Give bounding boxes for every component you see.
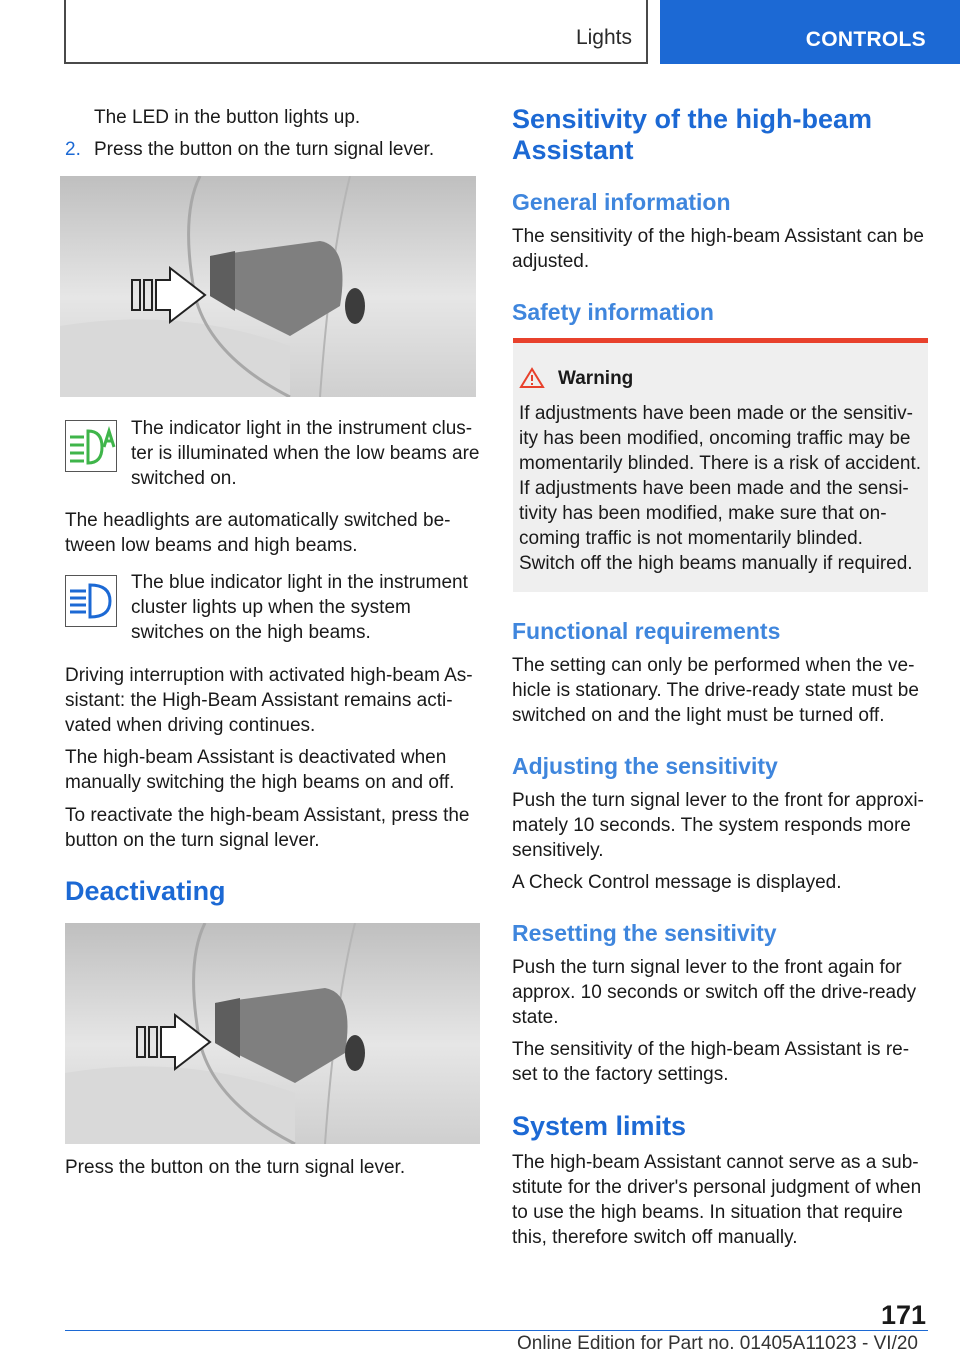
adjusting-cc-text: A Check Control message is displayed. bbox=[512, 872, 842, 893]
deactivated-text: The high-beam Assistant is deactivated when manually switching the high beams on and off. bbox=[65, 747, 455, 793]
resetting-heading: Resetting the sensitivity bbox=[512, 920, 777, 946]
safety-heading: Safety information bbox=[512, 299, 714, 325]
sensitivity-heading: Sensitivity of the high-beam Assistant bbox=[512, 104, 873, 165]
low-beam-assist-indicator-icon bbox=[66, 421, 116, 471]
footer-divider bbox=[65, 1330, 928, 1331]
adjusting-text: Push the turn signal lever to the front for approxi‐mately 10 seconds. The system responds more sensitively. bbox=[512, 790, 924, 861]
deactivate-caption: Press the button on the turn signal lever. bbox=[65, 1157, 406, 1178]
reactivate-text: To reactivate the high-beam Assistant, press the button on the turn signal lever. bbox=[65, 805, 470, 851]
high-beam-indicator-icon bbox=[66, 576, 116, 626]
led-text: The LED in the button lights up. bbox=[94, 107, 361, 128]
resetting-text-2: The sensitivity of the high-beam Assistant is re‐set to the factory settings. bbox=[512, 1039, 910, 1085]
resetting-text: Push the turn signal lever to the front again for approx. 10 seconds or switch off the drive-ready state. bbox=[512, 957, 917, 1028]
switch-text: The headlights are automatically switched be‐tween low beams and high beams. bbox=[65, 510, 451, 556]
warning-text: If adjustments have been made or the sensitiv‐ity has been modified, oncoming traffic may be momentarily blinded. There is a risk of accident. If adjustments have been made and the sensi‐tivity has been modified, make sure that on‐coming traffic is not momentarily blinded. Switch off the high beams manually if required. bbox=[519, 403, 921, 574]
indicator-high-text: The blue indicator light in the instrument cluster lights up when the system switches on the high beams. bbox=[131, 572, 468, 643]
footer-edition: Online Edition for Part no. 01405A11023 - VI/20 bbox=[516, 1333, 918, 1354]
general-text: The sensitivity of the high-beam Assistant can be adjusted. bbox=[512, 226, 924, 272]
interruption-text: Driving interruption with activated high-beam As‐sistant: the High-Beam Assistant remains acti‐vated when driving continues. bbox=[65, 665, 473, 736]
general-heading: General information bbox=[512, 189, 731, 215]
header-section-box bbox=[64, 0, 648, 64]
step-number: 2. bbox=[65, 139, 81, 160]
high-beam-indicator bbox=[65, 575, 117, 627]
functional-heading: Functional requirements bbox=[512, 618, 781, 644]
adjusting-heading: Adjusting the sensitivity bbox=[512, 753, 778, 779]
header-section-title: Lights bbox=[575, 26, 632, 49]
indicator-low-text: The indicator light in the instrument clus‐ter is illuminated when the low beams are switched on. bbox=[131, 418, 480, 489]
turn-signal-lever-photo-2 bbox=[65, 923, 480, 1144]
limits-heading: System limits bbox=[512, 1111, 687, 1141]
functional-text: The setting can only be performed when the ve‐hicle is stationary. The drive-ready state must be switched on and the light must be turned off. bbox=[512, 655, 919, 726]
turn-signal-lever-photo bbox=[60, 176, 476, 397]
header-chapter-box bbox=[660, 0, 960, 64]
limits-text: The high-beam Assistant cannot serve as a sub‐stitute for the driver's personal judgment of when to use the high beams. In situation that require this, therefore switch off manually. bbox=[512, 1152, 922, 1248]
warning-triangle-icon bbox=[519, 367, 545, 389]
warning-title: Warning bbox=[558, 368, 634, 389]
step-text: Press the button on the turn signal lever. bbox=[94, 139, 435, 160]
low-beam-indicator bbox=[65, 420, 117, 472]
lever-illustration-2 bbox=[65, 923, 480, 1144]
lever-illustration bbox=[60, 176, 476, 397]
warning-box bbox=[513, 338, 928, 592]
header-chapter-title: CONTROLS bbox=[805, 28, 926, 51]
page-number: 171 bbox=[880, 1300, 926, 1330]
deactivating-heading: Deactivating bbox=[65, 876, 226, 906]
